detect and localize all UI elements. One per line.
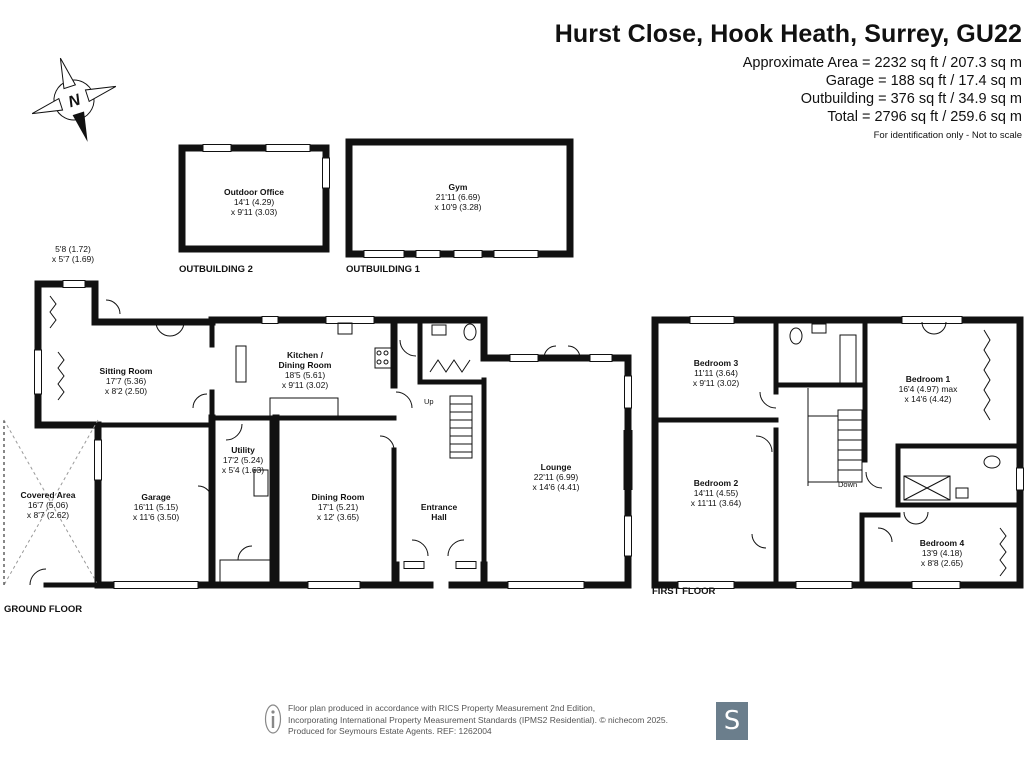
scale-disclaimer: For identification only - Not to scale	[873, 130, 1022, 141]
room-dimension: x 8'7 (2.62)	[26, 510, 70, 520]
footer-line: Floor plan produced in accordance with RICS Property Measurement 2nd Edition,	[288, 703, 596, 713]
info-icon	[264, 703, 282, 735]
area-total: Total = 2796 sq ft / 259.6 sq m	[827, 109, 1022, 125]
room-dimension: 18'5 (5.61)	[284, 370, 326, 380]
area-outbuilding: Outbuilding = 376 sq ft / 34.9 sq m	[800, 91, 1022, 107]
page-title: Hurst Close, Hook Heath, Surrey, GU22	[554, 20, 1022, 48]
ground-floor-plan	[4, 244, 632, 615]
north-compass-icon	[19, 45, 130, 156]
room-name: Bedroom 1	[905, 374, 951, 384]
section-label: OUTBUILDING 2	[179, 264, 253, 275]
compass-label: N	[66, 91, 83, 112]
room-name: Outdoor Office	[224, 187, 284, 197]
first-floor-plan	[652, 317, 1024, 598]
room-dimension: 22'11 (6.99)	[533, 472, 579, 482]
covered-area	[4, 420, 98, 585]
room-name: Sitting Room	[99, 366, 153, 376]
footer-notes	[288, 703, 728, 738]
room-dimension: 11'11 (3.64)	[694, 368, 738, 378]
room-dimension: 13'9 (4.18)	[921, 548, 963, 558]
room-dimension: x 8'8 (2.65)	[920, 558, 964, 568]
room-dimension: x 10'9 (3.28)	[434, 202, 482, 212]
section-label: OUTBUILDING 1	[346, 264, 420, 275]
outbuilding-1	[346, 142, 570, 275]
room-name: Entrance	[420, 502, 458, 512]
room-dimension: x 14'6 (4.41)	[532, 482, 580, 492]
room-name: Gym	[448, 182, 468, 192]
room-dimension: x 8'2 (2.50)	[104, 386, 148, 396]
room-dimension: 17'7 (5.36)	[105, 376, 147, 386]
room-name: Bedroom 4	[919, 538, 965, 548]
section-label: GROUND FLOOR	[4, 604, 83, 615]
room-dimension: x 12' (3.65)	[316, 512, 360, 522]
room-name: Kitchen /	[287, 350, 323, 360]
room-name: Covered Area	[20, 490, 76, 500]
room-dimension: x 9'11 (3.02)	[692, 378, 740, 388]
room-name: Hall	[431, 512, 447, 522]
room-dimension: 14'11 (4.55)	[693, 488, 739, 498]
room-dimension: x 11'11 (3.64)	[690, 498, 742, 508]
footer-line: Produced for Seymours Estate Agents. REF: 1262004	[288, 726, 492, 736]
section-label: FIRST FLOOR	[652, 586, 716, 597]
room-dimension: x 9'11 (3.02)	[281, 380, 329, 390]
room-dimension: 5'8 (1.72)	[55, 244, 91, 254]
agent-logo: S	[716, 702, 748, 740]
room-dimension: x 14'6 (4.42)	[904, 394, 952, 404]
room-name: Dining Room	[278, 360, 332, 370]
room-dimension: x 5'4 (1.63)	[221, 465, 265, 475]
room-dimension: 21'11 (6.69)	[435, 192, 481, 202]
room-name: Dining Room	[311, 492, 365, 502]
room-name: Lounge	[540, 462, 572, 472]
area-garage: Garage = 188 sq ft / 17.4 sq m	[825, 73, 1022, 89]
room-dimension: 14'1 (4.29)	[233, 197, 275, 207]
room-name: Bedroom 3	[693, 358, 739, 368]
room-name: Utility	[231, 445, 255, 455]
room-dimension: x 9'11 (3.03)	[230, 207, 278, 217]
room-dimension: 16'4 (4.97) max	[898, 384, 958, 394]
room-name: Bedroom 2	[693, 478, 739, 488]
room-dimension: x 11'6 (3.50)	[132, 512, 180, 522]
area-approximate: Approximate Area = 2232 sq ft / 207.3 sq m	[742, 55, 1022, 71]
room-dimension: x 5'7 (1.69)	[51, 254, 95, 264]
stairs-down-label: Down	[838, 480, 858, 489]
room-dimension: 16'7 (5.06)	[27, 500, 69, 510]
room-dimension: 16'11 (5.15)	[133, 502, 179, 512]
outbuilding-2	[179, 145, 330, 276]
room-dimension: 17'2 (5.24)	[222, 455, 264, 465]
footer-line: Incorporating International Property Measurement Standards (IPMS2 Residential). © nichecom 2025.	[288, 714, 668, 725]
room-dimension: 17'1 (5.21)	[317, 502, 359, 512]
stairs-up-label: Up	[424, 397, 434, 406]
room-name: Garage	[141, 492, 171, 502]
